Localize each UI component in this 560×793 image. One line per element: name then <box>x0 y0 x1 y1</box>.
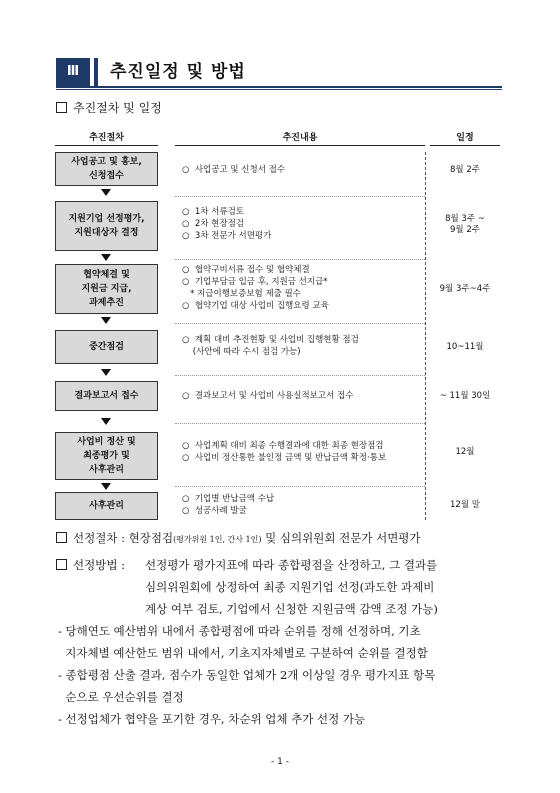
header-procedure: 추진절차 <box>55 130 158 146</box>
note-line: 순으로 우선순위를 결정 <box>58 690 184 704</box>
down-arrow-icon <box>101 317 111 324</box>
method-line: 심의위원회에 상정하여 최종 지원기업 선정(과도한 과제비 <box>145 580 435 594</box>
content-line: ○ 기업부담금 입금 후, 지원금 선지급* <box>182 277 328 287</box>
down-arrow-icon <box>101 369 111 376</box>
schedule-cell: 10~11월 <box>446 342 484 352</box>
down-arrow-icon <box>101 189 111 196</box>
content-line: ○ 1차 서류검토 <box>182 207 244 217</box>
step-box: 사후관리 <box>55 492 158 520</box>
schedule-cell: 12월 <box>455 447 475 457</box>
content-line: (사안에 따라 수시 점검 가능) <box>182 347 301 357</box>
content-line: ○ 협약기업 대상 사업비 집행요령 교육 <box>182 301 329 311</box>
row-divider <box>175 423 425 424</box>
header-schedule: 일정 <box>430 130 500 146</box>
content-line: ○ 사업공고 및 신청서 접수 <box>182 165 286 175</box>
down-arrow-icon <box>101 418 111 425</box>
schedule-cell: ~ 11월 30일 <box>439 391 491 401</box>
content-line: ○ 3차 전문가 서면평가 <box>182 231 272 241</box>
selection-method-label: 선정방법 : <box>56 554 125 576</box>
down-arrow-icon <box>101 254 111 261</box>
content-line: ○ 계획 대비 추진현황 및 사업비 집행현황 점검 <box>182 335 359 345</box>
method-line: 계상 여부 검토, 기업에서 신청한 지원금액 감액 조정 가능) <box>145 602 438 616</box>
note-line: - 종합평점 산출 결과, 점수가 동일한 업체가 2개 이상일 경우 평가지표 항목 <box>58 668 436 682</box>
schedule-subtitle: 추진절차 및 일정 <box>56 99 162 116</box>
schedule-cell: 12월 말 <box>450 500 480 510</box>
method-line: 선정평가 평가지표에 따라 종합평점을 산정하고, 그 결과를 <box>145 558 438 572</box>
square-bullet-icon <box>56 532 67 543</box>
heading-rule <box>56 86 502 88</box>
note-line: - 당해연도 예산범위 내에서 종합평점에 따라 순위를 정해 선정하며, 기초 <box>58 624 421 638</box>
header-content: 추진내용 <box>175 130 425 146</box>
schedule-cell: 8월 2주 <box>450 165 480 175</box>
selection-procedure: 선정절차 : 현장점검(평가위원 1인, 간사 1인) 및 심의위원회 전문가 서면평가 <box>56 527 421 551</box>
section-title: 추진일정 및 방법 <box>110 62 246 82</box>
square-bullet-icon <box>56 102 67 113</box>
content-line: ○ 기업별 반납금액 수납 <box>182 494 275 504</box>
content-line: ○ 사업비 정산통한 불인정 금액 및 반납금액 확정·통보 <box>182 453 387 463</box>
schedule-cell: 9월 3주~4주 <box>439 284 491 294</box>
content-line: ○ 사업계획 대비 최종 수행결과에 대한 최종 현장점검 <box>182 441 384 451</box>
column-divider <box>425 152 426 520</box>
note-line: - 선정업체가 협약을 포기한 경우, 차순위 업체 추가 선정 가능 <box>58 712 366 726</box>
step-box: 중간점검 <box>55 330 158 364</box>
page-number: - 1 - <box>271 757 289 767</box>
content-line: ○ 2차 현장점검 <box>182 219 244 229</box>
note-line: 지자체별 예산한도 범위 내에서, 기초지자체별로 구분하여 순위를 결정함 <box>58 646 428 660</box>
row-divider <box>175 259 425 260</box>
content-line: ○ 성공사례 발굴 <box>182 506 247 516</box>
heading-rule-thin <box>56 89 502 90</box>
down-arrow-icon <box>101 483 111 490</box>
step-box: 사업비 정산 및 최종평가 및 사후관리 <box>55 432 158 480</box>
row-divider <box>175 486 425 487</box>
row-divider <box>175 375 425 376</box>
section-number: Ⅲ <box>56 58 94 86</box>
schedule-cell: 8월 3주 ~ 9월 2주 <box>445 214 485 235</box>
step-box: 결과보고서 접수 <box>55 381 158 411</box>
content-line: ○ 협약구비서류 접수 및 협약체결 <box>182 265 310 275</box>
row-divider <box>175 196 425 197</box>
content-note: * 지급이행보증보험 제출 필수 <box>182 289 301 299</box>
step-box: 협약체결 및 지원금 지급, 과제추진 <box>55 264 158 314</box>
step-box: 지원기업 선정평가, 지원대상자 결정 <box>55 201 158 251</box>
content-line: ○ 결과보고서 및 사업비 사용실적보고서 접수 <box>182 391 354 401</box>
step-box: 사업공고 및 홍보, 신청접수 <box>55 152 158 186</box>
square-bullet-icon <box>56 559 67 570</box>
row-divider <box>175 323 425 324</box>
